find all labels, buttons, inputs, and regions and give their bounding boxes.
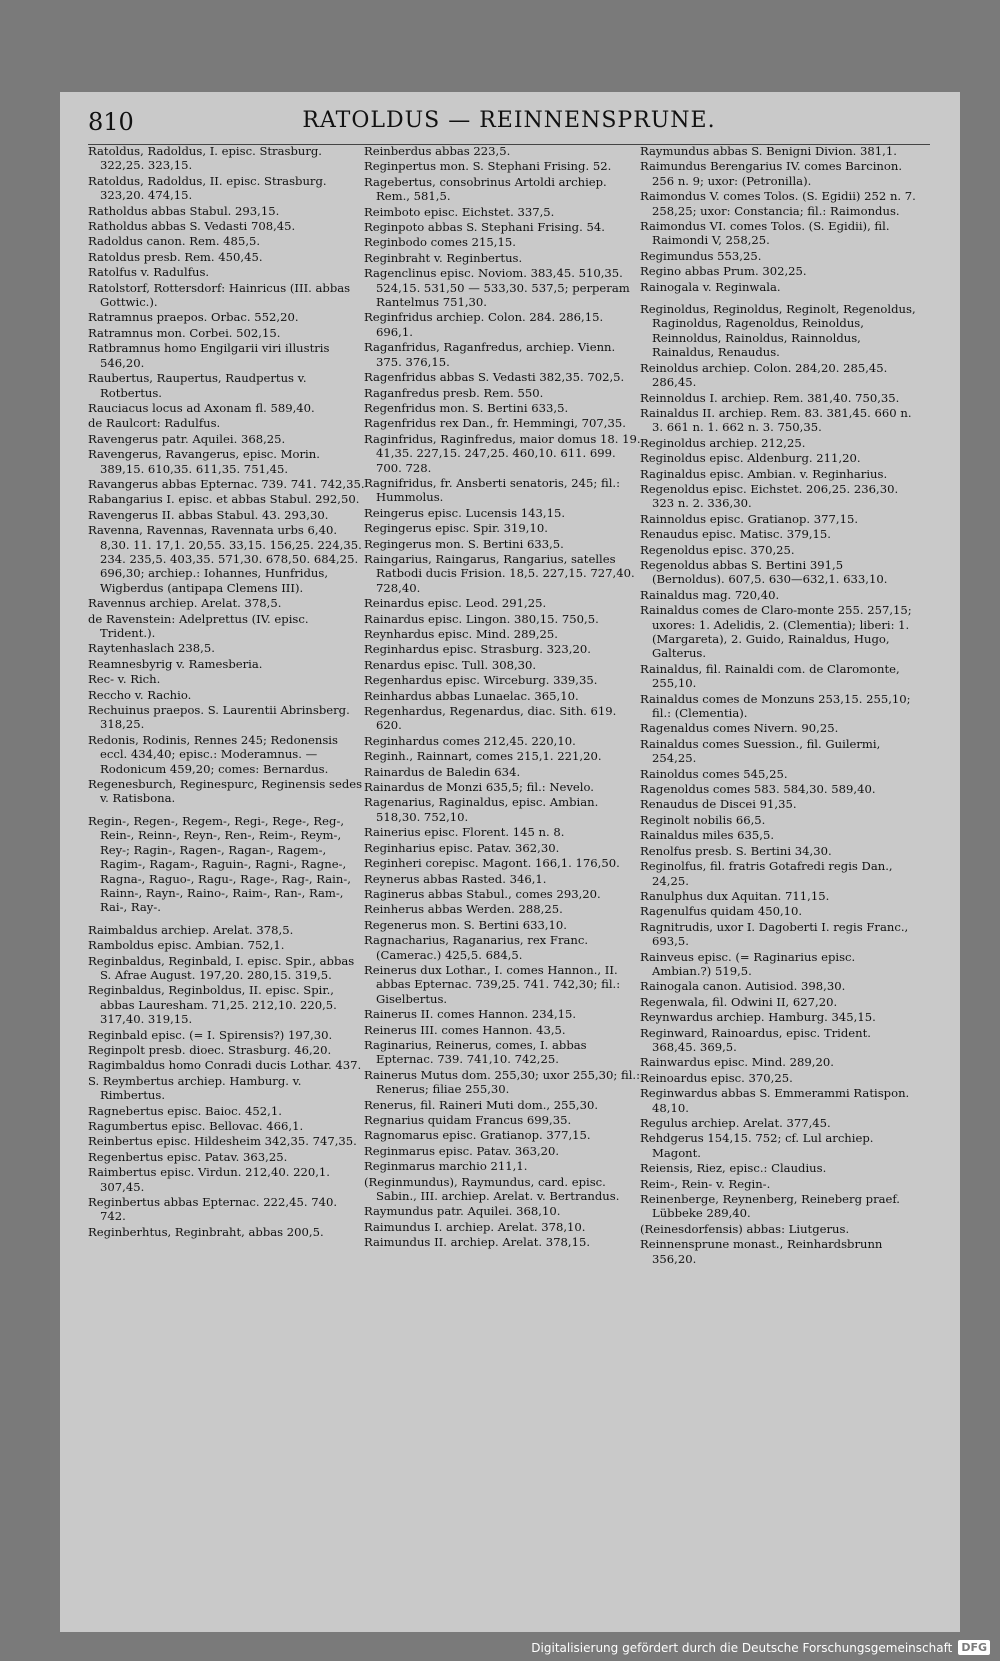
index-entry: Regenoldus episc. Eichstet. 206,25. 236,30. 323 n. 2. 336,30.	[640, 481, 899, 511]
index-entry: Rec- v. Rich.	[88, 672, 161, 687]
index-entry: Reynwardus archiep. Hamburg. 345,15.	[640, 1010, 876, 1025]
index-entry: Reginoldus archiep. 212,25.	[640, 435, 806, 450]
index-entry: Reinherus abbas Werden. 288,25.	[364, 902, 563, 917]
index-entry: Reinhardus abbas Lunaelac. 365,10.	[364, 688, 579, 703]
index-entry: Reinoardus episc. 370,25.	[640, 1070, 793, 1085]
index-entry: Regenerus mon. S. Bertini 633,10.	[364, 917, 567, 932]
page-header	[88, 104, 930, 145]
index-entry: Raginaldus episc. Ambian. v. Reginharius.	[640, 466, 888, 481]
index-entry: Regimundus 553,25.	[640, 248, 762, 263]
index-entry: Rainardus de Monzi 635,5; fil.: Nevelo.	[364, 780, 594, 795]
index-entry: Reginberhtus, Reginbraht, abbas 200,5.	[88, 1224, 324, 1239]
index-entry: Rainaldus comes Suession., fil. Guilermi, 254,25.	[640, 736, 881, 766]
index-entry: Regenfridus mon. S. Bertini 633,5.	[364, 400, 569, 415]
index-entry: Raimundus I. archiep. Arelat. 378,10.	[364, 1219, 586, 1234]
index-entry: Rainogala v. Reginwala.	[640, 279, 781, 294]
index-entry: Ragnebertus episc. Baioc. 452,1.	[88, 1103, 282, 1118]
index-entry: (Reginmundus), Raymundus, card. episc. Sabin., III. archiep. Arelat. v. Bertrandus.	[364, 1174, 620, 1204]
index-entry: Reginwardus abbas S. Emmerammi Ratispon. 48,10.	[640, 1086, 910, 1115]
running-head: RATOLDUS — REINNENSPRUNE.	[302, 108, 716, 133]
index-entry: Renerus, fil. Raineri Muti dom., 255,30.	[364, 1097, 599, 1112]
index-entry: Rechuinus praepos. S. Laurentii Abrinsberg. 318,25.	[88, 703, 350, 732]
index-entry: Renaudus episc. Matisc. 379,15.	[640, 527, 831, 542]
index-entry: Ravenna, Ravennas, Ravennata urbs 6,40. 8,30. 11. 17,1. 20,55. 33,15. 156,25. 224,35. 234. 235,5. 403,35. 571,30. 678,50. 684,25. 696,30; archiep.: Iohannes, Hunfridus, Wigberdus (antipapa Clemens III).	[88, 523, 362, 595]
index-entry: Rainaldus comes de Claro-monte 255. 257,15; uxores: 1. Adelidis, 2. (Clementia); liberi: 1. (Margareta), 2. Guido, Rainaldus, Hugo, Galterus.	[640, 603, 912, 661]
index-entry: Ravengerus II. abbas Stabul. 43. 293,30.	[88, 507, 329, 522]
index-entry: Ravangerus abbas Epternac. 739. 741. 742,35.	[88, 476, 365, 491]
index-entry: Reginmarus episc. Patav. 363,20.	[364, 1143, 560, 1158]
index-entry: Raginarius, Reinerus, comes, I. abbas Epternac. 739. 741,10. 742,25.	[364, 1037, 587, 1067]
index-entry: Ravennus archiep. Arelat. 378,5.	[88, 596, 282, 611]
index-entry: Raymundus abbas S. Benigni Divion. 381,1.	[640, 144, 897, 158]
index-entry: Reinerus dux Lothar., I. comes Hannon., II. abbas Epternac. 739,25. 741. 742,30; fil.: Giselbertus.	[364, 962, 621, 1006]
index-entry: Reimboto episc. Eichstet. 337,5.	[364, 204, 555, 219]
index-entry: Ragumbertus episc. Bellovac. 466,1.	[88, 1119, 304, 1133]
index-entry: Reginpoto abbas S. Stephani Frising. 54.	[364, 220, 605, 235]
index-entry: Ratolstorf, Rottersdorf: Hainricus (III. abbas Gottwic.).	[88, 280, 351, 310]
index-entry: Rainnoldus episc. Gratianop. 377,15.	[640, 511, 859, 526]
index-entry: Rainaldus II. archiep. Rem. 83. 381,45. 660 n. 3. 661 n. 1. 662 n. 3. 750,35.	[640, 405, 912, 435]
index-entry: Reginolt nobilis 66,5.	[640, 812, 766, 827]
index-entry: Rainwardus episc. Mind. 289,20.	[640, 1055, 834, 1070]
index-entry: Ragebertus, consobrinus Artoldi archiep. Rem., 581,5.	[364, 174, 607, 204]
dfg-logo: DFG	[958, 1640, 990, 1655]
index-entry: Regulus archiep. Arelat. 377,45.	[640, 1116, 831, 1130]
index-entry: Reinoldus archiep. Colon. 284,20. 285,45. 286,45.	[640, 360, 888, 390]
index-entry: Ragenfridus rex Dan., fr. Hemmingi, 707,35.	[364, 416, 626, 431]
index-entry: Reginbaldus, Reginbald, I. episc. Spir., abbas S. Afrae August. 197,20. 280,15. 319,5.	[88, 953, 355, 982]
index-entry: Ravengerus, Ravangerus, episc. Morin. 389,15. 610,35. 611,35. 751,45.	[88, 447, 320, 476]
index-entry: Reinerus III. comes Hannon. 43,5.	[364, 1022, 566, 1037]
index-entry: Regenwala, fil. Odwini II, 627,20.	[640, 994, 838, 1009]
index-entry: Ratoldus presb. Rem. 450,45.	[88, 249, 263, 264]
index-entry: Raimbertus episc. Virdun. 212,40. 220,1. 307,45.	[88, 1165, 330, 1194]
index-entry: Raubertus, Raupertus, Raudpertus v. Rotbertus.	[88, 371, 307, 400]
index-entry: Rainerus II. comes Hannon. 234,15.	[364, 1007, 577, 1022]
index-entry: Rainaldus comes de Monzuns 253,15. 255,10; fil.: (Clementia).	[640, 691, 911, 721]
index-entry: Ragnifridus, fr. Ansberti senatoris, 245; fil.: Hummolus.	[364, 475, 621, 505]
index-column-2	[364, 144, 642, 1251]
index-entry: Regingerus episc. Spir. 319,10.	[364, 521, 548, 536]
index-entry: Rainogala canon. Autisiod. 398,30.	[640, 979, 846, 994]
index-entry: Regenoldus abbas S. Bertini 391,5 (Bernoldus). 607,5. 630—632,1. 633,10.	[640, 557, 888, 587]
index-entry: Regnarius quidam Francus 699,35.	[364, 1113, 572, 1127]
index-entry: Ratholdus abbas S. Vedasti 708,45.	[88, 219, 296, 234]
index-entry: Reynhardus episc. Mind. 289,25.	[364, 627, 558, 641]
index-entry: Ramboldus episc. Ambian. 752,1.	[88, 938, 285, 953]
index-entry: Raimbaldus archiep. Arelat. 378,5.	[88, 922, 294, 937]
index-entry: Raimundus Berengarius IV. comes Barcinon. 256 n. 9; uxor: (Petronilla).	[640, 159, 903, 188]
index-entry: de Ravenstein: Adelprettus (IV. episc. Trident.).	[88, 611, 309, 640]
index-entry: Ratolfus v. Radulfus.	[88, 265, 210, 280]
index-column-1	[88, 144, 366, 1240]
index-entry: Rainoldus comes 545,25.	[640, 766, 788, 781]
index-entry: Reginbald episc. (= I. Spirensis?) 197,30.	[88, 1027, 333, 1042]
index-entry: Rauciacus locus ad Axonam fl. 589,40.	[88, 400, 315, 415]
index-entry: Ravengerus patr. Aquilei. 368,25.	[88, 431, 286, 446]
index-entry: Reginheri corepisc. Magont. 166,1. 176,50.	[364, 856, 620, 871]
index-column-3	[640, 144, 918, 1267]
index-entry: Regenoldus episc. 370,25.	[640, 542, 795, 557]
index-entry: Regenhardus episc. Wirceburg. 339,35.	[364, 673, 598, 688]
index-entry: Rehdgerus 154,15. 752; cf. Lul archiep. Magont.	[640, 1131, 874, 1160]
index-entry: Reginpertus mon. S. Stephani Frising. 52.	[364, 159, 612, 174]
index-entry: Reginhardus episc. Strasburg. 323,20.	[364, 642, 591, 657]
index-entry: Radoldus canon. Rem. 485,5.	[88, 234, 261, 249]
index-entry: Reginhardus comes 212,45. 220,10.	[364, 733, 576, 748]
index-entry: Ragenoldus comes 583. 584,30. 589,40.	[640, 782, 876, 797]
index-entry: Reynerus abbas Rasted. 346,1.	[364, 871, 547, 886]
index-entry: Raganfredus presb. Rem. 550.	[364, 385, 544, 400]
index-entry: Regenhardus, Regenardus, diac. Sith. 619. 620.	[364, 704, 617, 733]
book-page	[60, 92, 960, 1632]
index-entry: Reginmarus marchio 211,1.	[364, 1159, 528, 1174]
index-entry: Ragenarius, Raginaldus, episc. Ambian. 518,30. 752,10.	[364, 795, 599, 824]
index-entry: Rainerus Mutus dom. 255,30; uxor 255,30; fil.: Renerus; filiae 255,30.	[364, 1067, 641, 1097]
index-entry: (Reinesdorfensis) abbas: Liutgerus.	[640, 1221, 850, 1236]
index-entry: Raimundus II. archiep. Arelat. 378,15.	[364, 1235, 591, 1250]
index-entry: Redonis, Rodinis, Rennes 245; Redonensis eccl. 434,40; episc.: Moderamnus. — Rodonicum 459,20; comes: Bernardus.	[88, 732, 338, 776]
index-entry: Reginoldus, Reginoldus, Reginolt, Regenoldus, Raginoldus, Ragenoldus, Reinoldus, Reinnoldus, Rainoldus, Rainnoldus, Rainaldus, Renaudus.	[640, 302, 916, 360]
index-entry: Raimondus VI. comes Tolos. (S. Egidii), fil. Raimondi V, 258,25.	[640, 219, 890, 248]
index-entry: Rainerius episc. Florent. 145 n. 8.	[364, 825, 565, 840]
index-entry: Rainardus de Baledin 634.	[364, 764, 521, 779]
page-number: 810	[88, 108, 134, 136]
index-entry: Ragenaldus comes Nivern. 90,25.	[640, 721, 839, 736]
index-entry: Regingerus mon. S. Bertini 633,5.	[364, 536, 564, 551]
index-entry: de Raulcort: Radulfus.	[88, 416, 221, 431]
footer-text: Digitalisierung gefördert durch die Deutsche Forschungsgemeinschaft	[531, 1640, 953, 1655]
index-entry: Rainveus episc. (= Raginarius episc. Ambian.?) 519,5.	[640, 949, 856, 978]
index-entry: Ratbramnus homo Engilgarii viri illustris 546,20.	[88, 341, 330, 370]
index-entry: Reingerus episc. Lucensis 143,15.	[364, 505, 566, 520]
index-entry: Reginfridus archiep. Colon. 284. 286,15. 696,1.	[364, 310, 604, 339]
index-entry: Raytenhaslach 238,5.	[88, 641, 215, 656]
footer-credit	[531, 1640, 990, 1655]
index-entry: Reim-, Rein- v. Regin-.	[640, 1176, 771, 1191]
index-entry: Reccho v. Rachio.	[88, 687, 192, 702]
index-entry: Reginbraht v. Reginbertus.	[364, 250, 523, 265]
index-entry: Ragnomarus episc. Gratianop. 377,15.	[364, 1128, 591, 1143]
index-entry: Ratoldus, Radoldus, II. episc. Strasburg. 323,20. 474,15.	[88, 173, 327, 203]
index-entry: Regenbertus episc. Patav. 363,25.	[88, 1149, 288, 1164]
index-entry: Raingarius, Raingarus, Rangarius, satelles Ratbodi ducis Frision. 18,5. 227,15. 727,40. 728,40.	[364, 551, 635, 595]
index-entry: Raymundus patr. Aquilei. 368,10.	[364, 1204, 561, 1219]
index-entry: Raganfridus, Raganfredus, archiep. Vienn. 375. 376,15.	[364, 340, 616, 369]
index-entry: Reiensis, Riez, episc.: Claudius.	[640, 1161, 827, 1176]
index-entry: Ragenfridus abbas S. Vedasti 382,35. 702,5.	[364, 370, 625, 385]
index-entry: Reginharius episc. Patav. 362,30.	[364, 840, 560, 855]
index-entry: Regin-, Regen-, Regem-, Regi-, Rege-, Reg-, Rein-, Reinn-, Reyn-, Ren-, Reim-, Reym-, Rey-; Ragin-, Ragen-, Ragan-, Ragem-, Ragim-, Ragam-, Raguin-, Ragni-, Ragne-, Ragna-, Raguo-, Ragu-, Rage-, Rag-, Rain-, Rainn-, Rayn-, Raino-, Raim-, Ran-, Ram-, Rai-, Ray-.	[88, 813, 351, 915]
index-entry: Reamnesbyrig v. Ramesberia.	[88, 656, 263, 671]
index-entry: Renolfus presb. S. Bertini 34,30.	[640, 843, 832, 858]
index-entry: Ragenclinus episc. Noviom. 383,45. 510,35. 524,15. 531,50 — 533,30. 537,5; perperam Rantelmus 751,30.	[364, 266, 630, 310]
index-entry: Rainaldus miles 635,5.	[640, 828, 775, 843]
index-entry: Reinberdus abbas 223,5.	[364, 144, 511, 158]
index-entry: Ragimbaldus homo Conradi ducis Lothar. 437.	[88, 1058, 362, 1073]
index-entry: Raimondus V. comes Tolos. (S. Egidii) 252 n. 7. 258,25; uxor: Constancia; fil.: Raimondus.	[640, 189, 916, 218]
index-entry: Reginpolt presb. dioec. Strasburg. 46,20.	[88, 1042, 332, 1057]
index-entry: Rabangarius I. episc. et abbas Stabul. 292,50.	[88, 492, 360, 507]
index-entry: Reinnoldus I. archiep. Rem. 381,40. 750,35.	[640, 390, 900, 405]
index-entry: Reginoldus episc. Aldenburg. 211,20.	[640, 451, 861, 466]
index-entry: Renardus episc. Tull. 308,30.	[364, 657, 537, 672]
index-entry: Rainaldus mag. 720,40.	[640, 587, 780, 602]
index-entry: Reinnensprune monast., Reinhardsbrunn 356,20.	[640, 1237, 883, 1266]
index-entry: Ragenulfus quidam 450,10.	[640, 904, 803, 919]
index-entry: Reginbertus abbas Epternac. 222,45. 740. 742.	[88, 1195, 338, 1224]
index-entry: Reginbodo comes 215,15.	[364, 235, 516, 250]
index-entry: Ratramnus praepos. Orbac. 552,20.	[88, 310, 299, 325]
index-entry: Regino abbas Prum. 302,25.	[640, 264, 807, 279]
index-entry: Reginh., Rainnart, comes 215,1. 221,20.	[364, 749, 602, 764]
index-entry: Renaudus de Discei 91,35.	[640, 797, 797, 812]
index-entry: Reginolfus, fil. fratris Gotafredi regis Dan., 24,25.	[640, 859, 893, 888]
index-entry: Reginward, Rainoardus, episc. Trident. 368,45. 369,5.	[640, 1025, 871, 1054]
index-entry: Rainardus episc. Lingon. 380,15. 750,5.	[364, 611, 599, 626]
index-entry: Rainaldus, fil. Rainaldi com. de Claromonte, 255,10.	[640, 661, 900, 691]
index-entry: Ragnitrudis, uxor I. Dagoberti I. regis Franc., 693,5.	[640, 919, 909, 949]
index-entry: Raginerus abbas Stabul., comes 293,20.	[364, 886, 601, 901]
index-entry: Ratholdus abbas Stabul. 293,15.	[88, 203, 280, 218]
index-entry: Reinbertus episc. Hildesheim 342,35. 747,35.	[88, 1134, 357, 1149]
index-entry: Ratramnus mon. Corbei. 502,15.	[88, 325, 281, 340]
index-entry: Reinenberge, Reynenberg, Reineberg praef. Lübbeke 289,40.	[640, 1192, 900, 1221]
index-entry: Reginbaldus, Reginboldus, II. episc. Spir., abbas Lauresham. 71,25. 212,10. 220,5. 317,40. 319,15.	[88, 983, 337, 1027]
index-entry: Ranulphus dux Aquitan. 711,15.	[640, 888, 830, 903]
index-entry: Ragnacharius, Raganarius, rex Franc. (Camerac.) 425,5. 684,5.	[364, 933, 589, 962]
index-entry: Reinardus episc. Leod. 291,25.	[364, 596, 547, 611]
index-entry: Raginfridus, Raginfredus, maior domus 18. 19. 41,35. 227,15. 247,25. 460,10. 611. 699. 700. 728.	[364, 431, 641, 475]
index-entry: Ratoldus, Radoldus, I. episc. Strasburg. 322,25. 323,15.	[88, 144, 322, 173]
index-entry: Regenesburch, Reginespurc, Reginensis sedes v. Ratisbona.	[88, 777, 363, 806]
index-entry: S. Reymbertus archiep. Hamburg. v. Rimbertus.	[88, 1073, 302, 1103]
